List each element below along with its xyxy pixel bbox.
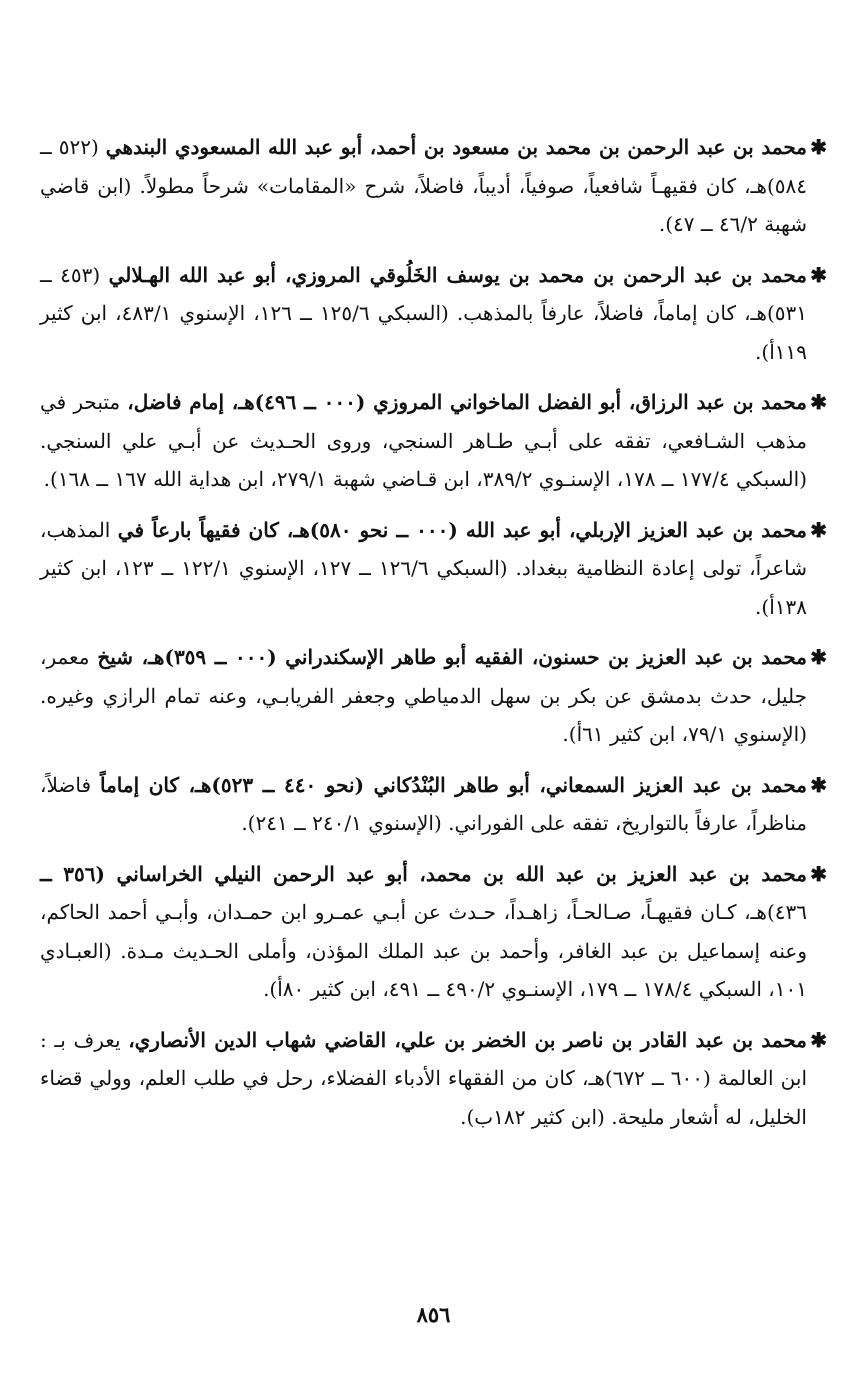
entry-name: محمد بن عبد الرحمن بن محمد بن يوسف الخَلُوقي المروزي، أبو عبد الله الهـلالي	[108, 262, 807, 287]
asterisk-icon: ✱	[810, 390, 827, 414]
entry-text: (٥٢٢ ــ ٥٨٤)هـ، كان فقيهـاً شافعياً، صوفياً، أديباً، فاضلاً، شرح «المقامات» شرحاً مطولاً. (ابن قاضي شهبة ٤٦/٢ ــ ٤٧).	[40, 135, 807, 236]
biography-entry	[40, 1021, 827, 1137]
entry-name: محمد بن عبد الرحمن بن محمد بن مسعود بن أحمد، أبو عبد الله المسعودي البندهي	[105, 135, 807, 159]
entry-name: محمد بن عبد العزيز بن عبد الله بن محمد، أبو عبد الرحمن النيلي الخراساني (٣٥٦ ــ	[40, 861, 808, 886]
entry-name: محمد بن عبد العزيز الإربلي، أبو عبد الله (٠٠٠ ــ نحو ٥٨٠)هـ، كان فقيهاً بارعاً في	[117, 517, 807, 542]
biography-entry	[40, 766, 827, 843]
asterisk-icon: ✱	[810, 1027, 827, 1052]
entry-text: (٤٥٣ ــ ٥٣١)هـ، كان إماماً، فاضلاً، عارفاً بالمذهب. (السبكي ١٢٥/٦ ــ ١٢٦، الإسنوي ٤٨٣/١، ابن كثير ١١٩أ).	[40, 262, 807, 364]
entry-text: متبحر في مذهب الشـافعي، تفقه على أبـي طـاهر السنجي، وروى الحـديث عن أبـي علي السنجي. (السبكي ١٧٧/٤ ــ ١٧٨، الإسنـوي ٣٨٩/٢، ابن قـاضي شهبة ٢٧٩/١، ابن هداية الله ١٦٧ ــ ١٦٨).	[40, 390, 807, 491]
entry-name: محمد بن عبد العزيز بن حسنون، الفقيه أبو طاهر الإسكندراني (٠٠٠ ــ ٣٥٩)هـ، شيخ	[97, 645, 807, 669]
biography-entry	[40, 511, 827, 627]
asterisk-icon: ✱	[810, 135, 827, 159]
entry-name: محمد بن عبد العزيز السمعاني، أبو طاهر البُنْدُكاني (نحو ٤٤٠ ــ ٥٢٣)هـ، كان إماماً	[99, 772, 807, 797]
entry-text: المذهب، شاعراً، تولى إعادة النظامية ببغداد. (السبكي ١٢٦/٦ ــ ١٢٧، الإسنوي ١٢٢/١ ــ ١٢٣، ابن كثير ١٣٨أ).	[40, 517, 807, 619]
entry-text: يعرف بـ : ابن العالمة (٦٠٠ ــ ٦٧٢)هـ، كان من الفقهاء الأدباء الفضلاء، رحل في طلب العلم، وولي قضاء الخليل، له أشعار مليحة. (ابن كثير ١٨٢ب).	[40, 1027, 807, 1129]
asterisk-icon: ✱	[810, 262, 827, 287]
entry-name: محمد بن عبد الرزاق، أبو الفضل الماخواني المروزي (٠٠٠ ــ ٤٩٦)هـ، إمام فاضل،	[127, 390, 807, 414]
asterisk-icon: ✱	[810, 861, 827, 886]
biography-entry	[40, 256, 827, 372]
asterisk-icon: ✱	[810, 645, 827, 669]
page-content	[40, 128, 827, 1148]
entry-text: ٤٣٦)هـ، كـان فقيهـاً، صـالحـاً، زاهـداً، حـدث عن أبـي عمـرو ابن حمـدان، وأبـي أحمد الحاكم، وعنه إسماعيل بن عبد الغافر، وأحمد بن عبد الملك المؤذن، وأملى الحـديث مـدة. (العبـادي ١٠١، السبكي ١٧٨/٤ ــ ١٧٩، الإسنـوي ٤٩٠/٢ ــ ٤٩١، ابن كثير ٨٠أ).	[40, 900, 807, 1001]
biography-entry	[40, 128, 827, 244]
entry-text: معمر، جليل، حدث بدمشق عن بكر بن سهل الدمياطي وجعفر الفريابـي، وعنه تمام الرازي وغيره. (الإسنوي ٧٩/١، ابن كثير ٦١أ).	[40, 645, 808, 746]
biography-entry	[40, 383, 827, 499]
biography-entry	[40, 855, 827, 1009]
entry-text: فاضلاً، مناظراً، عارفاً بالتواريخ، تفقه على الفوراني. (الإسنوي ٢٤٠/١ ــ ٢٤١).	[40, 772, 807, 835]
biography-entry	[40, 638, 827, 754]
page-number: ٨٥٦	[416, 1302, 451, 1327]
asterisk-icon: ✱	[810, 772, 827, 797]
asterisk-icon: ✱	[810, 517, 827, 542]
entry-name: محمد بن عبد القادر بن ناصر بن الخضر بن علي، القاضي شهاب الدين الأنصاري،	[128, 1027, 808, 1052]
